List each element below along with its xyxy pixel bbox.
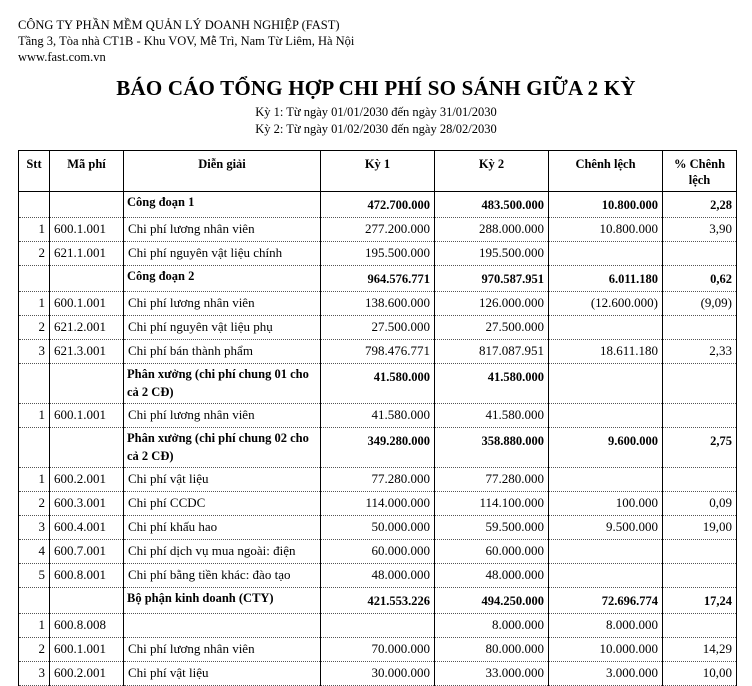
company-address: Tầng 3, Tòa nhà CT1B - Khu VOV, Mễ Trì, Nam Từ Liêm, Hà Nội	[18, 34, 355, 48]
company-name: CÔNG TY PHẦN MỀM QUẢN LÝ DOANH NGHIỆP (FAST)	[18, 18, 340, 32]
row-description: Chi phí lương nhân viên	[124, 638, 321, 662]
group-row	[19, 192, 737, 218]
table-row	[19, 516, 737, 540]
report-title: BÁO CÁO TỔNG HỢP CHI PHÍ SO SÁNH GIỮA 2 KỲ	[116, 76, 636, 100]
row-period-1: 41.580.000	[321, 404, 435, 428]
row-period-1: 421.553.226	[321, 588, 435, 614]
table-row	[19, 340, 737, 364]
row-percent: 17,24	[663, 588, 737, 614]
row-code	[50, 192, 124, 218]
row-stt	[19, 192, 50, 218]
row-period-1: 48.000.000	[321, 564, 435, 588]
company-website: www.fast.com.vn	[18, 50, 106, 64]
table-row	[19, 316, 737, 340]
row-difference	[549, 364, 663, 404]
row-difference: 10.800.000	[549, 218, 663, 242]
row-code: 600.2.001	[50, 662, 124, 686]
row-code: 621.1.001	[50, 242, 124, 266]
company-info	[18, 17, 354, 65]
row-difference: 10.000.000	[549, 638, 663, 662]
row-percent	[663, 614, 737, 638]
row-code: 600.3.001	[50, 492, 124, 516]
row-stt	[19, 428, 50, 468]
row-description: Chi phí dịch vụ mua ngoài: điện	[124, 540, 321, 564]
table-row	[19, 218, 737, 242]
group-row	[19, 266, 737, 292]
row-period-2: 288.000.000	[435, 218, 549, 242]
row-description	[124, 614, 321, 638]
row-period-1: 798.476.771	[321, 340, 435, 364]
row-period-2: 494.250.000	[435, 588, 549, 614]
table-body	[19, 192, 737, 686]
row-stt: 4	[19, 540, 50, 564]
row-difference	[549, 540, 663, 564]
row-code	[50, 266, 124, 292]
row-period-1: 277.200.000	[321, 218, 435, 242]
row-difference: 100.000	[549, 492, 663, 516]
row-description: Chi phí lương nhân viên	[124, 404, 321, 428]
row-percent	[663, 540, 737, 564]
row-stt: 1	[19, 404, 50, 428]
row-percent: 2,75	[663, 428, 737, 468]
row-period-2: 59.500.000	[435, 516, 549, 540]
row-period-2: 33.000.000	[435, 662, 549, 686]
row-period-1: 114.000.000	[321, 492, 435, 516]
row-description: Chi phí nguyên vật liệu phụ	[124, 316, 321, 340]
row-description: Chi phí khấu hao	[124, 516, 321, 540]
row-code: 600.1.001	[50, 292, 124, 316]
row-percent	[663, 564, 737, 588]
row-code	[50, 588, 124, 614]
row-period-1: 50.000.000	[321, 516, 435, 540]
row-percent	[663, 468, 737, 492]
row-difference: 10.800.000	[549, 192, 663, 218]
row-percent: (9,09)	[663, 292, 737, 316]
row-difference: 8.000.000	[549, 614, 663, 638]
table-row	[19, 292, 737, 316]
row-stt: 3	[19, 340, 50, 364]
row-period-2: 126.000.000	[435, 292, 549, 316]
row-stt: 1	[19, 468, 50, 492]
row-difference	[549, 404, 663, 428]
row-stt	[19, 266, 50, 292]
row-percent	[663, 242, 737, 266]
cost-comparison-table	[18, 150, 737, 686]
row-period-1: 138.600.000	[321, 292, 435, 316]
group-row	[19, 588, 737, 614]
report-period-1: Kỳ 1: Từ ngày 01/01/2030 đến ngày 31/01/2030	[255, 105, 497, 119]
header-code: Mã phí	[50, 151, 124, 192]
row-percent: 3,90	[663, 218, 737, 242]
row-period-2: 358.880.000	[435, 428, 549, 468]
table-row	[19, 404, 737, 428]
header-desc: Diễn giải	[124, 151, 321, 192]
row-period-2: 41.580.000	[435, 364, 549, 404]
row-percent: 10,00	[663, 662, 737, 686]
row-code: 600.1.001	[50, 404, 124, 428]
row-description: Chi phí lương nhân viên	[124, 292, 321, 316]
row-stt: 3	[19, 662, 50, 686]
table-row	[19, 564, 737, 588]
header-percent-difference: % Chênh lệch	[663, 151, 737, 192]
table-row	[19, 614, 737, 638]
table-header-row	[19, 151, 737, 192]
row-period-2: 195.500.000	[435, 242, 549, 266]
row-description: Chi phí CCDC	[124, 492, 321, 516]
row-period-2: 483.500.000	[435, 192, 549, 218]
table-row	[19, 242, 737, 266]
row-percent	[663, 404, 737, 428]
row-difference: 6.011.180	[549, 266, 663, 292]
row-description: Chi phí bằng tiền khác: đào tạo	[124, 564, 321, 588]
row-code	[50, 428, 124, 468]
row-stt: 2	[19, 638, 50, 662]
row-code	[50, 364, 124, 404]
row-period-2: 817.087.951	[435, 340, 549, 364]
row-description: Chi phí vật liệu	[124, 468, 321, 492]
row-difference: (12.600.000)	[549, 292, 663, 316]
table-row	[19, 540, 737, 564]
row-period-2: 27.500.000	[435, 316, 549, 340]
row-code: 600.1.001	[50, 218, 124, 242]
row-period-1: 70.000.000	[321, 638, 435, 662]
row-code: 600.1.001	[50, 638, 124, 662]
row-period-2: 77.280.000	[435, 468, 549, 492]
row-period-2: 114.100.000	[435, 492, 549, 516]
row-code: 600.8.008	[50, 614, 124, 638]
row-stt: 2	[19, 242, 50, 266]
row-percent: 2,28	[663, 192, 737, 218]
row-period-1: 77.280.000	[321, 468, 435, 492]
row-period-1: 195.500.000	[321, 242, 435, 266]
row-description: Công đoạn 1	[124, 192, 321, 218]
table-row	[19, 468, 737, 492]
row-percent: 14,29	[663, 638, 737, 662]
row-stt	[19, 364, 50, 404]
row-stt: 1	[19, 292, 50, 316]
row-description: Công đoạn 2	[124, 266, 321, 292]
row-difference	[549, 242, 663, 266]
row-description: Chi phí bán thành phẩm	[124, 340, 321, 364]
row-difference: 9.500.000	[549, 516, 663, 540]
row-description: Chi phí lương nhân viên	[124, 218, 321, 242]
table-row	[19, 638, 737, 662]
row-period-2: 8.000.000	[435, 614, 549, 638]
row-code: 600.8.001	[50, 564, 124, 588]
report-period-2: Kỳ 2: Từ ngày 01/02/2030 đến ngày 28/02/2030	[255, 122, 497, 136]
row-difference	[549, 564, 663, 588]
row-period-1: 27.500.000	[321, 316, 435, 340]
row-difference	[549, 468, 663, 492]
group-row	[19, 364, 737, 404]
header-difference: Chênh lệch	[549, 151, 663, 192]
row-description: Phân xưởng (chi phí chung 02 cho cả 2 CĐ)	[124, 428, 321, 468]
row-period-1: 349.280.000	[321, 428, 435, 468]
row-period-1: 964.576.771	[321, 266, 435, 292]
header-stt: Stt	[19, 151, 50, 192]
row-code: 600.7.001	[50, 540, 124, 564]
header-period-1: Kỳ 1	[321, 151, 435, 192]
row-difference	[549, 316, 663, 340]
table-row	[19, 492, 737, 516]
row-period-1: 472.700.000	[321, 192, 435, 218]
row-code: 621.3.001	[50, 340, 124, 364]
row-period-1: 41.580.000	[321, 364, 435, 404]
row-difference: 18.611.180	[549, 340, 663, 364]
row-percent: 19,00	[663, 516, 737, 540]
row-stt	[19, 588, 50, 614]
row-code: 600.4.001	[50, 516, 124, 540]
row-period-1	[321, 614, 435, 638]
row-period-2: 41.580.000	[435, 404, 549, 428]
row-code: 621.2.001	[50, 316, 124, 340]
row-period-1: 30.000.000	[321, 662, 435, 686]
row-percent: 0,09	[663, 492, 737, 516]
row-percent: 2,33	[663, 340, 737, 364]
row-difference: 3.000.000	[549, 662, 663, 686]
row-percent	[663, 364, 737, 404]
row-period-2: 48.000.000	[435, 564, 549, 588]
row-stt: 5	[19, 564, 50, 588]
row-stt: 2	[19, 316, 50, 340]
row-stt: 3	[19, 516, 50, 540]
row-difference: 72.696.774	[549, 588, 663, 614]
row-stt: 1	[19, 218, 50, 242]
row-stt: 2	[19, 492, 50, 516]
row-code: 600.2.001	[50, 468, 124, 492]
group-row	[19, 428, 737, 468]
row-description: Chi phí vật liệu	[124, 662, 321, 686]
row-difference: 9.600.000	[549, 428, 663, 468]
row-description: Bộ phận kinh doanh (CTY)	[124, 588, 321, 614]
header-period-2: Kỳ 2	[435, 151, 549, 192]
row-period-1: 60.000.000	[321, 540, 435, 564]
table-row	[19, 662, 737, 686]
row-period-2: 60.000.000	[435, 540, 549, 564]
row-stt: 1	[19, 614, 50, 638]
row-percent: 0,62	[663, 266, 737, 292]
row-description: Chi phí nguyên vật liệu chính	[124, 242, 321, 266]
row-period-2: 970.587.951	[435, 266, 549, 292]
row-period-2: 80.000.000	[435, 638, 549, 662]
row-description: Phân xưởng (chi phí chung 01 cho cả 2 CĐ)	[124, 364, 321, 404]
row-percent	[663, 316, 737, 340]
